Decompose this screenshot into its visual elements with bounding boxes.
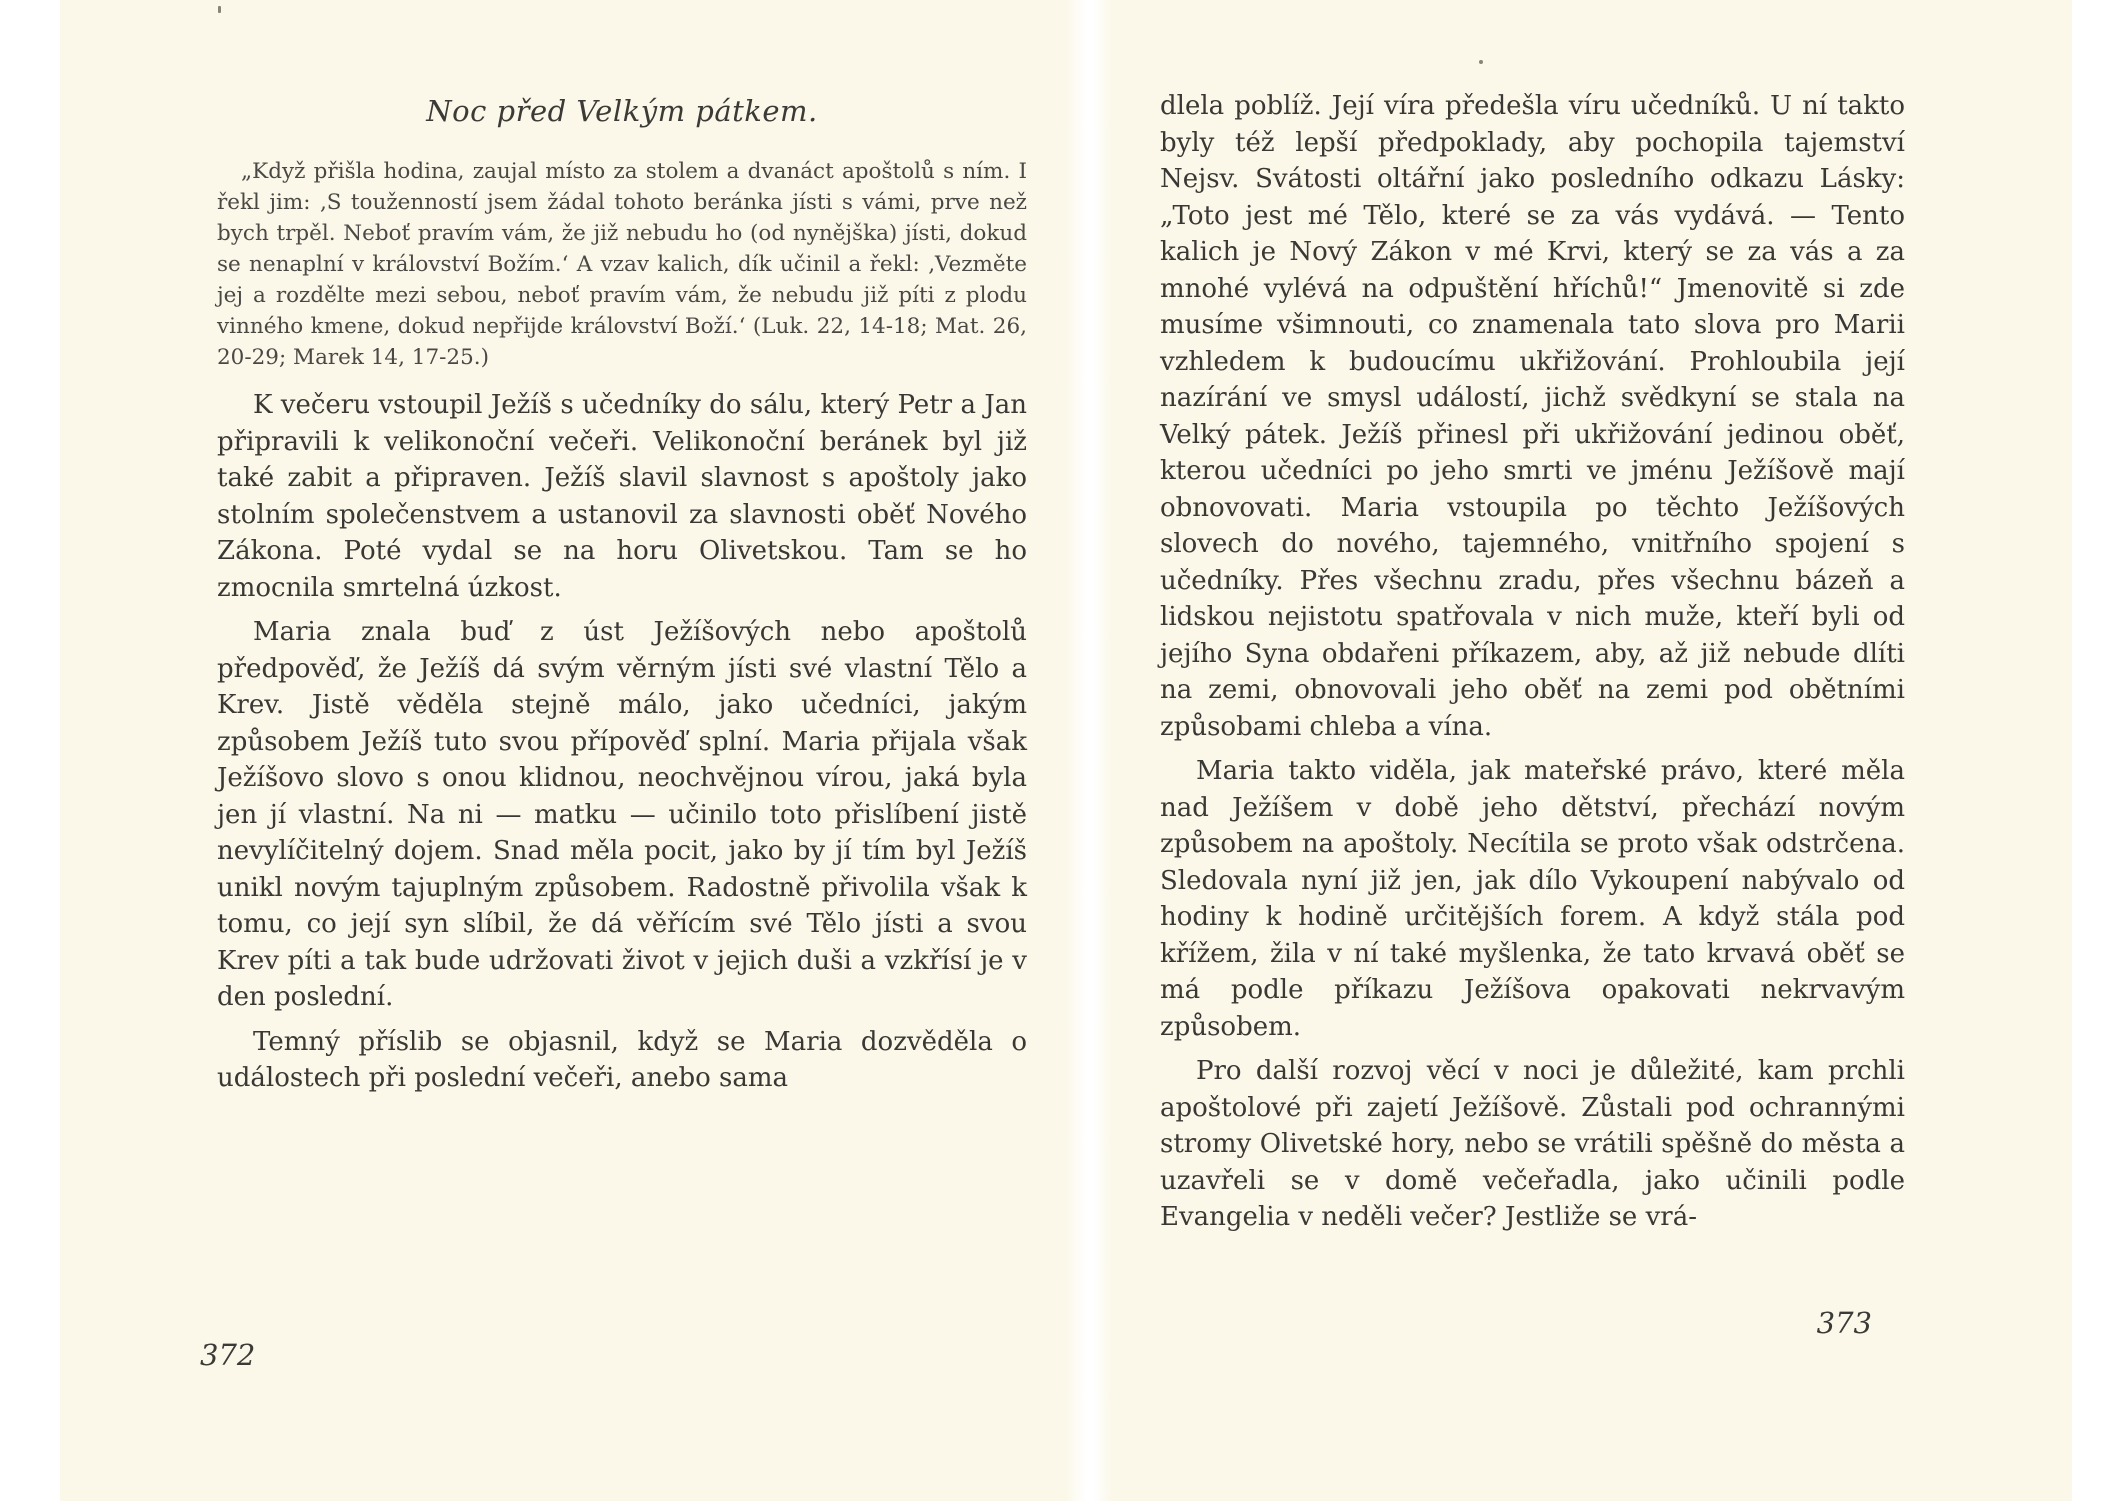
chapter-title: Noc před Velkým pátkem. (426, 94, 818, 128)
paragraph: K večeru vstoupil Ježíš s učedníky do sálu, který Petr a Jan připravili k velikonoční večeři. Velikonoční beránek byl již také zabit a připraven. Ježíš slavil slavnost s apoštoly jako stolním společenstvem a ustanovil za slavnosti oběť Nového Zákona. Poté vydal se na horu Olivetskou. Tam se ho zmocnila smrtelná úzkost. (217, 390, 1027, 603)
paragraph: dlela poblíž. Její víra předešla víru učedníků. U ní takto byly též lepší předpoklady, aby pochopila tajemství Nejsv. Svátosti oltářní jako posledního odkazu Lásky: „Toto jest mé Tělo, které se za vás vydává. — Tento kalich je Nový Zákon v mé Krvi, který se za vás a za mnohé vylévá na odpuštění hříchů!“ Jmenovitě si zde musíme všimnouti, co znamenala tato slova pro Marii vzhledem k budoucímu ukřižování. Prohloubila její nazírání ve smysl událostí, jichž svědkyní se stala na Velký pátek. Ježíš přinesl při ukřižování jedinou oběť, kterou učedníci po jeho smrti ve jménu Ježíšově mají obnovovati. Maria vstoupila po těchto Ježíšových slovech do nového, tajemného, vnitřního spojení s učedníky. Přes všechnu zradu, přes všechnu bázeň a lidskou nejistotu spatřovala v nich muže, kteří byli od jejího Syna obdařeni příkazem, aby, až již nebude dlíti na zemi, obnovovali jeho oběť na zemi pod obětními způsobami chleba a vína. (1160, 91, 1905, 742)
paragraph: Pro další rozvoj věcí v noci je důležité, kam prchli apoštolové při zajetí Ježíšově. Zůstali pod ochrannými stromy Olivetské hory, nebo se vrátili spěšně do města a uzavřeli se v domě večeřadla, jako učinili podle Evangelia v neděli večer? Jestliže se vrá- (1160, 1056, 1905, 1232)
print-speck (1479, 60, 1483, 64)
page-number-left: 372 (200, 1338, 256, 1372)
page-number-right: 373 (1816, 1306, 1872, 1340)
scripture-quote: „Když přišla hodina, zaujal místo za stolem a dvanáct apoštolů s ním. I řekl jim: ‚S touženností jsem žádal tohoto beránka jísti s vámi, prve než bych trpěl. Neboť pravím vám, že již nebudu ho (od nynějška) jísti, dokud se nenaplní v království Božím.‘ A vzav kalich, dík učinil a řekl: ‚Vezměte jej a rozdělte mezi sebou, neboť pravím vám, že nebudu již píti z plodu vinného kmene, dokud nepřijde království Boží.‘ (Luk. 22, 14-18; Mat. 26, 20-29; Marek 14, 17-25.) (217, 159, 1027, 370)
left-page-text (217, 94, 1027, 1105)
paragraph: Maria takto viděla, jak mateřské právo, které měla nad Ježíšem v době jeho dětství, přechází novým způsobem na apoštoly. Necítila se proto však odstrčena. Sledovala nyní již jen, jak dílo Vykoupení nabývalo od hodiny k hodině určitějších forem. A když stála pod křížem, žila v ní také myšlenka, že tato krvavá oběť se má podle příkazu Ježíšova opakovati nekrvavým způsobem. (1160, 756, 1905, 1042)
right-page (1112, 0, 2072, 1501)
print-speck (218, 6, 221, 13)
right-page-text (1160, 88, 1905, 1244)
paragraph: Temný příslib se objasnil, když se Maria dozvěděla o událostech při poslední večeři, anebo sama (217, 1026, 1027, 1093)
book-gutter (1065, 0, 1112, 1501)
left-page (60, 0, 1065, 1501)
paragraph: Maria znala buď z úst Ježíšových nebo apoštolů předpověď, že Ježíš dá svým věrným jísti své vlastní Tělo a Krev. Jistě věděla stejně málo, jako učedníci, jakým způsobem Ježíš tuto svou přípověď splní. Maria přijala však Ježíšovo slovo s onou klidnou, neochvějnou vírou, jaká byla jen jí vlastní. Na ni — matku — učinilo toto přislíbení jistě nevylíčitelný dojem. Snad měla pocit, jako by jí tím byl Ježíš unikl novým tajuplným způsobem. Radostně přivolila však k tomu, co její syn slíbil, že dá věřícím své Tělo jísti a svou Krev píti a tak bude udržovati život v jejich duši a vzkřísí je v den poslední. (217, 617, 1027, 1012)
